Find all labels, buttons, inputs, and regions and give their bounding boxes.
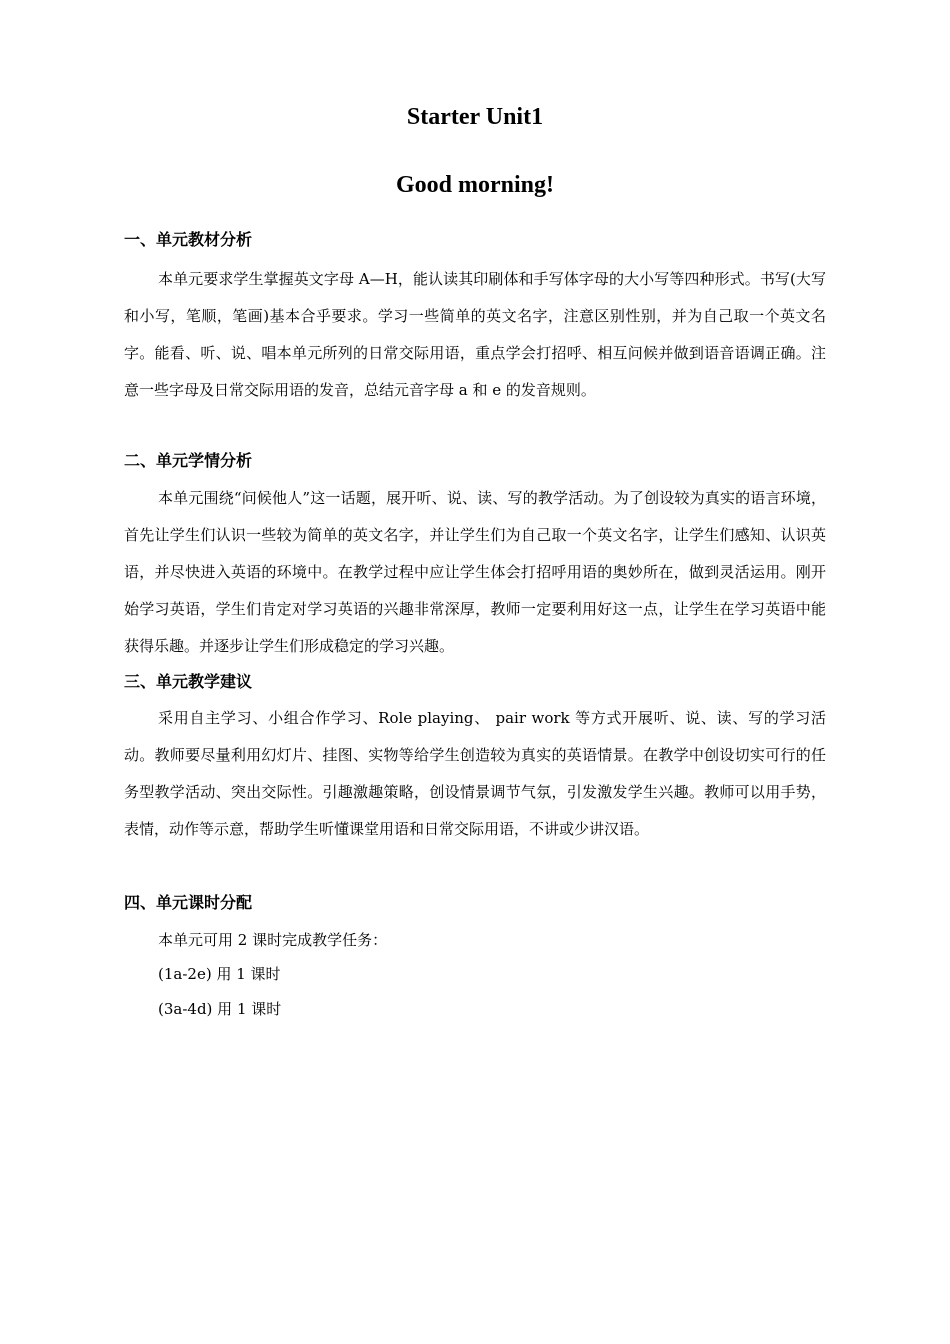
section-heading-lesson-allocation: 四、单元课时分配 (124, 893, 253, 912)
section-body-textbook-analysis: 本单元要求学生掌握英文字母 A—H，能认读其印刷体和手写体字母的大小写等四种形式。书写(大写和小写，笔顺，笔画)基本合乎要求。学习一些简单的英文名字，注意区别性别，并为自己取一个英文名字。能看、听、说、唱本单元所列的日常交际用语，重点学会打招呼、相互问候并做到语音语调正确。注意一些字母及日常交际用语的发音，总结元音字母 a 和 e 的发音规则。 (124, 270, 826, 399)
section-heading-teaching-suggestions: 三、单元教学建议 (124, 672, 253, 691)
document-subtitle: Good morning! (395, 172, 554, 198)
section-heading-student-analysis: 二、单元学情分析 (124, 451, 253, 470)
lesson-allocation-line: 本单元可用 2 课时完成教学任务： (158, 931, 388, 949)
section-body-student-analysis: 本单元围绕“问候他人”这一话题，展开听、说、读、写的教学活动。为了创设较为真实的语言环境，首先让学生们认识一些较为简单的英文名字，并让学生们为自己取一个英文名字，让学生们感知、认识英语，并尽快进入英语的环境中。在教学过程中应让学生体会打招呼用语的奥妙所在，做到灵活运用。刚开始学习英语，学生们肯定对学习英语的兴趣非常深厚，教师一定要利用好这一点，让学生在学习英语中能获得乐趣。并逐步让学生们形成稳定的学习兴趣。 (124, 489, 826, 655)
section-heading-textbook-analysis: 一、单元教材分析 (124, 230, 253, 249)
lesson-allocation-line: (1a-2e) 用 1 课时 (158, 965, 281, 983)
section-body-teaching-suggestions: 采用自主学习、小组合作学习、Role playing、 pair work 等方式开展听、说、读、写的学习活动。教师要尽量利用幻灯片、挂图、实物等给学生创造较为真实的英语情景。在教学中创设切实可行的任务型教学活动、突出交际性。引趣激趣策略，创设情景调节气氛，引发激发学生兴趣。教师可以用手势，表情，动作等示意，帮助学生听懂课堂用语和日常交际用语，不讲或少讲汉语。 (124, 709, 826, 838)
lesson-allocation-line: (3a-4d) 用 1 课时 (158, 1000, 282, 1018)
document-title: Starter Unit1 (406, 104, 544, 130)
